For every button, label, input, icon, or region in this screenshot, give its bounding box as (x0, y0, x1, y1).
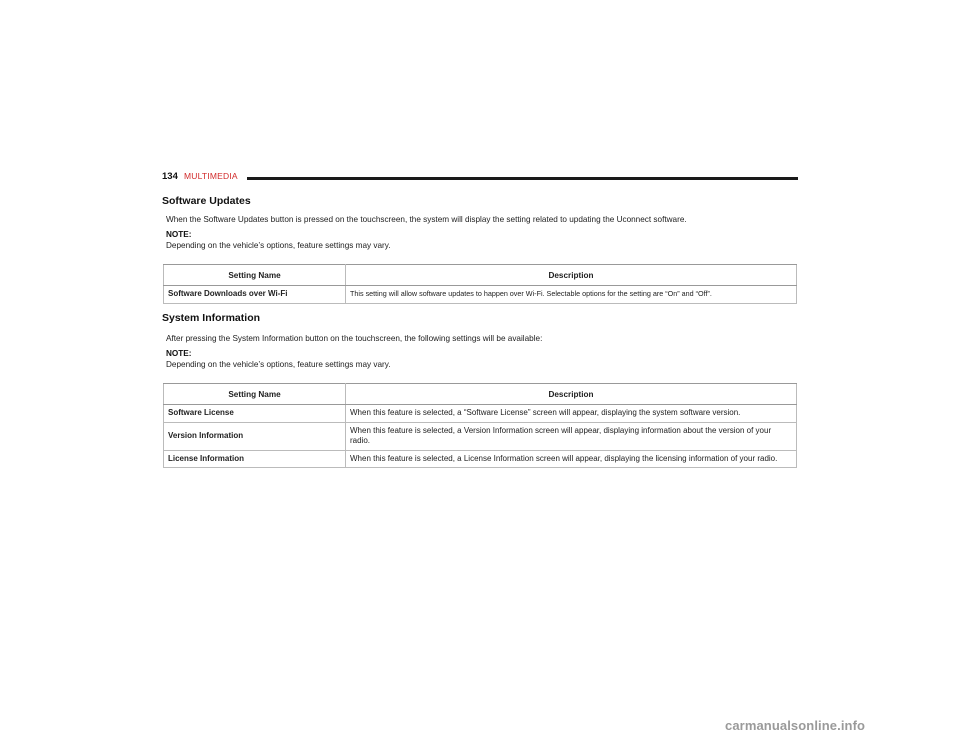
table-row (164, 286, 797, 304)
column-header-description: Description (346, 384, 797, 405)
setting-name-cell: Software Downloads over Wi-Fi (164, 286, 346, 304)
system-information-intro: After pressing the System Information button on the touchscreen, the following settings will be available: (166, 334, 543, 343)
system-information-note-text: Depending on the vehicle’s options, feature settings may vary. (166, 360, 391, 369)
table-header-row (164, 384, 797, 405)
setting-description-cell: When this feature is selected, a Version Information screen will appear, displaying information about the version of your radio. (346, 422, 797, 450)
setting-description-cell: When this feature is selected, a “Software License” screen will appear, displaying the system software version. (346, 405, 797, 423)
setting-description-cell: When this feature is selected, a License Information screen will appear, displaying the licensing information of your radio. (346, 450, 797, 468)
table-row (164, 450, 797, 468)
software-updates-note-label: NOTE: (166, 230, 192, 239)
system-information-note-label: NOTE: (166, 349, 192, 358)
column-header-setting-name: Setting Name (164, 384, 346, 405)
header-rule (247, 177, 798, 180)
column-header-description: Description (346, 265, 797, 286)
table-header-row (164, 265, 797, 286)
column-header-setting-name: Setting Name (164, 265, 346, 286)
system-information-table (163, 383, 797, 468)
system-information-heading: System Information (162, 312, 261, 324)
software-updates-note-text: Depending on the vehicle’s options, feature settings may vary. (166, 241, 391, 250)
table-row (164, 422, 797, 450)
software-updates-heading: Software Updates (162, 195, 251, 207)
setting-name-cell: Version Information (164, 422, 346, 450)
page-header (162, 171, 798, 185)
page-number: 134 (162, 171, 178, 182)
setting-name-cell: Software License (164, 405, 346, 423)
setting-description-cell: This setting will allow software updates to happen over Wi-Fi. Selectable options for the setting are “On” and “Off”. (346, 286, 797, 304)
software-updates-table (163, 264, 797, 304)
watermark: carmanualsonline.info (725, 718, 866, 733)
setting-name-cell: License Information (164, 450, 346, 468)
software-updates-intro: When the Software Updates button is pressed on the touchscreen, the system will display the setting related to updating the Uconnect software. (166, 215, 687, 224)
table-row (164, 405, 797, 423)
section-label: MULTIMEDIA (184, 171, 238, 181)
